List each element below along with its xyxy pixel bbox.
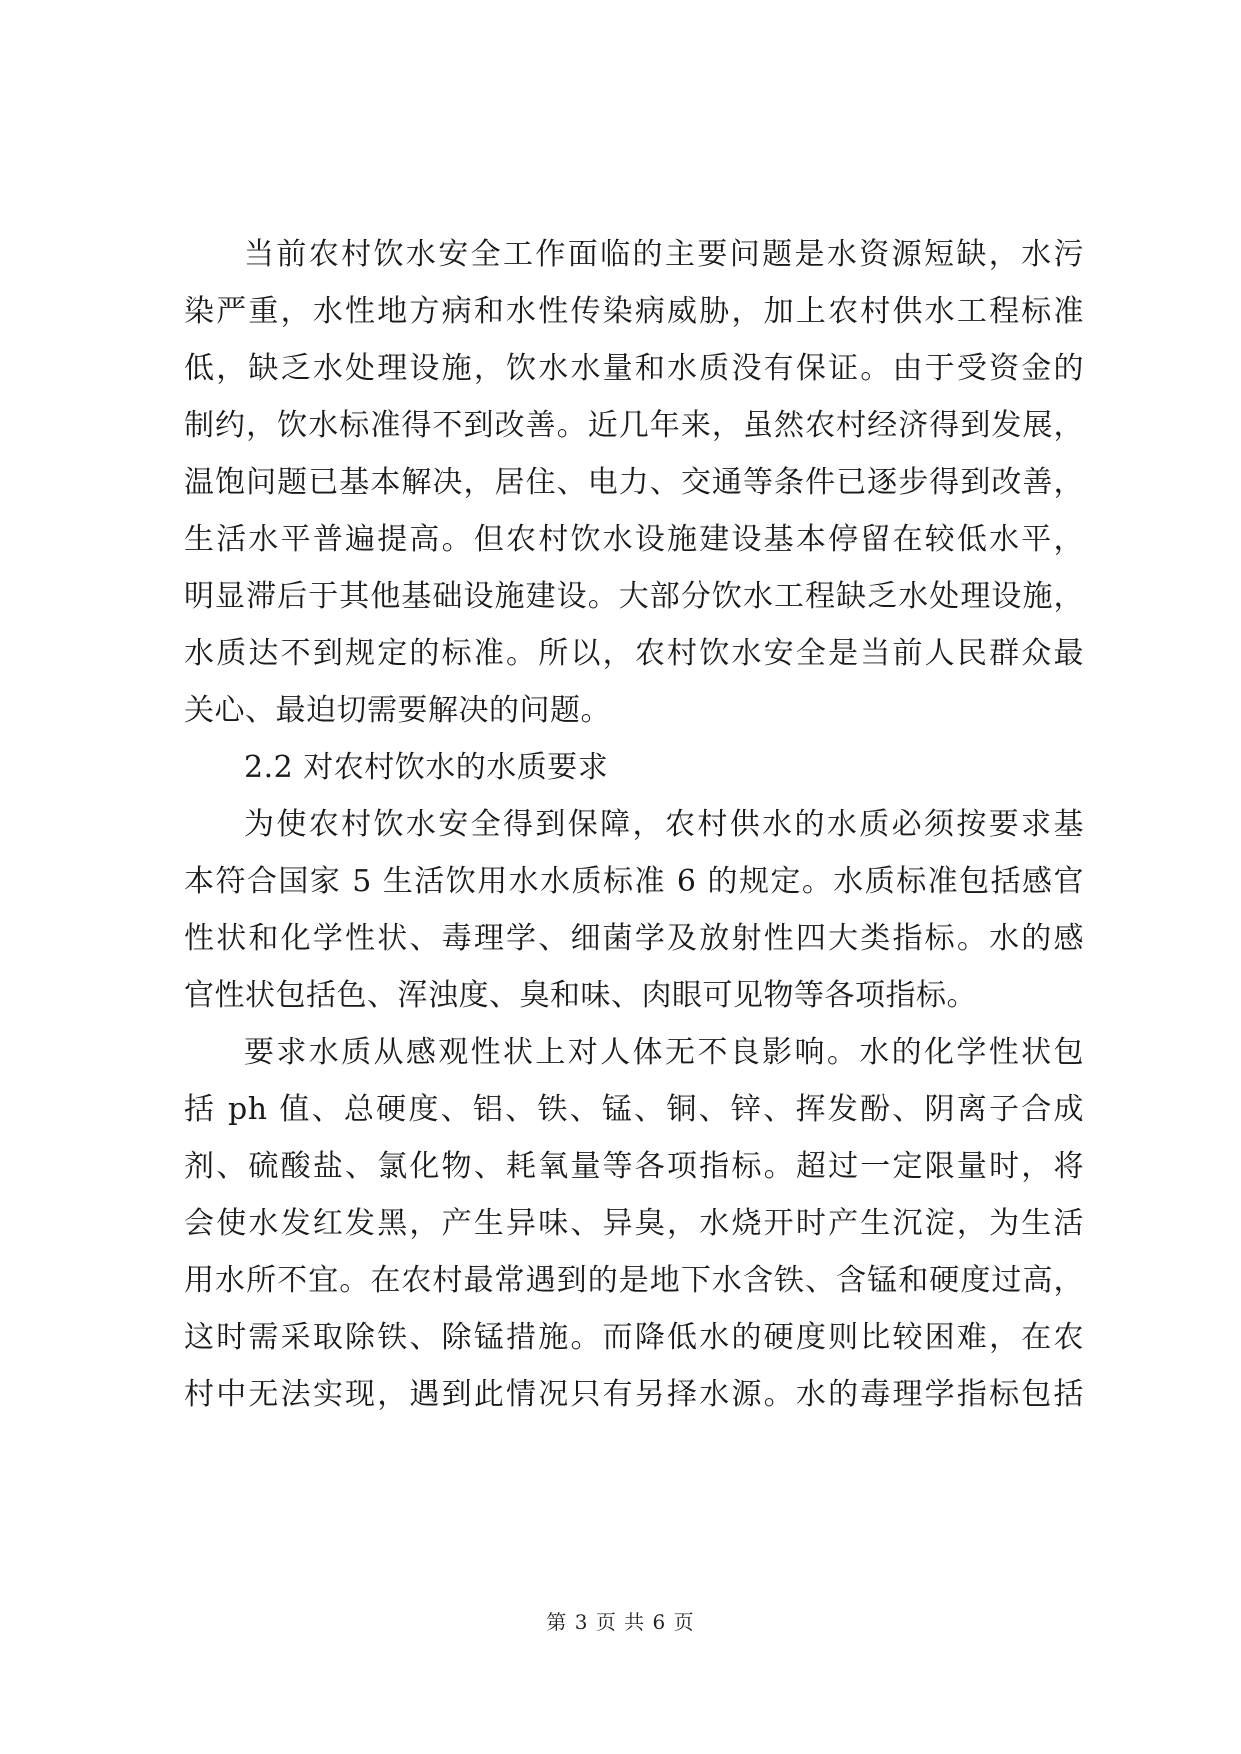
paragraph-line: 这时需采取除铁、除锰措施。而降低水的硬度则比较困难，在农 [184,1320,1084,1355]
section-heading: 2.2 对农村饮水的水质要求 [244,750,609,785]
paragraph-line: 村中无法实现，遇到此情况只有另择水源。水的毒理学指标包括 [184,1377,1084,1412]
document-body [184,226,1084,1423]
paragraph-line: 当前农村饮水安全工作面临的主要问题是水资源短缺，水污 [244,237,1084,272]
paragraph-line: 用水所不宜。在农村最常遇到的是地下水含铁、含锰和硬度过高， [184,1263,1084,1298]
page-number-footer: 第 3 页 共 6 页 [546,1610,695,1634]
paragraph-line: 明显滞后于其他基础设施建设。大部分饮水工程缺乏水处理设施， [184,579,1084,614]
paragraph-line: 染严重，水性地方病和水性传染病威胁，加上农村供水工程标准 [184,294,1084,329]
paragraph-line: 括 ph 值、总硬度、铝、铁、锰、铜、锌、挥发酚、阴离子合成 [184,1092,1084,1127]
paragraph-line: 关心、最迫切需要解决的问题。 [184,693,611,728]
paragraph-line: 为使农村饮水安全得到保障，农村供水的水质必须按要求基 [244,807,1084,842]
paragraph-line: 剂、硫酸盐、氯化物、耗氧量等各项指标。超过一定限量时，将 [184,1149,1084,1184]
paragraph-line: 官性状包括色、浑浊度、臭和味、肉眼可见物等各项指标。 [184,978,977,1013]
paragraph-3 [184,1024,1084,1423]
paragraph-line: 本符合国家 5 生活饮用水水质标准 6 的规定。水质标准包括感官 [184,864,1084,899]
paragraph-line: 制约，饮水标准得不到改善。近几年来，虽然农村经济得到发展， [184,408,1084,443]
paragraph-2 [184,796,1084,1024]
paragraph-line: 水质达不到规定的标准。所以，农村饮水安全是当前人民群众最 [184,636,1084,671]
paragraph-line: 低，缺乏水处理设施，饮水水量和水质没有保证。由于受资金的 [184,351,1084,386]
paragraph-line: 温饱问题已基本解决，居住、电力、交通等条件已逐步得到改善， [184,465,1084,500]
paragraph-1 [184,226,1084,739]
paragraph-line: 性状和化学性状、毒理学、细菌学及放射性四大类指标。水的感 [184,921,1084,956]
paragraph-line: 会使水发红发黑，产生异味、异臭，水烧开时产生沉淀，为生活 [184,1206,1084,1241]
paragraph-line: 生活水平普遍提高。但农村饮水设施建设基本停留在较低水平， [184,522,1084,557]
paragraph-line: 要求水质从感观性状上对人体无不良影响。水的化学性状包 [244,1035,1084,1070]
